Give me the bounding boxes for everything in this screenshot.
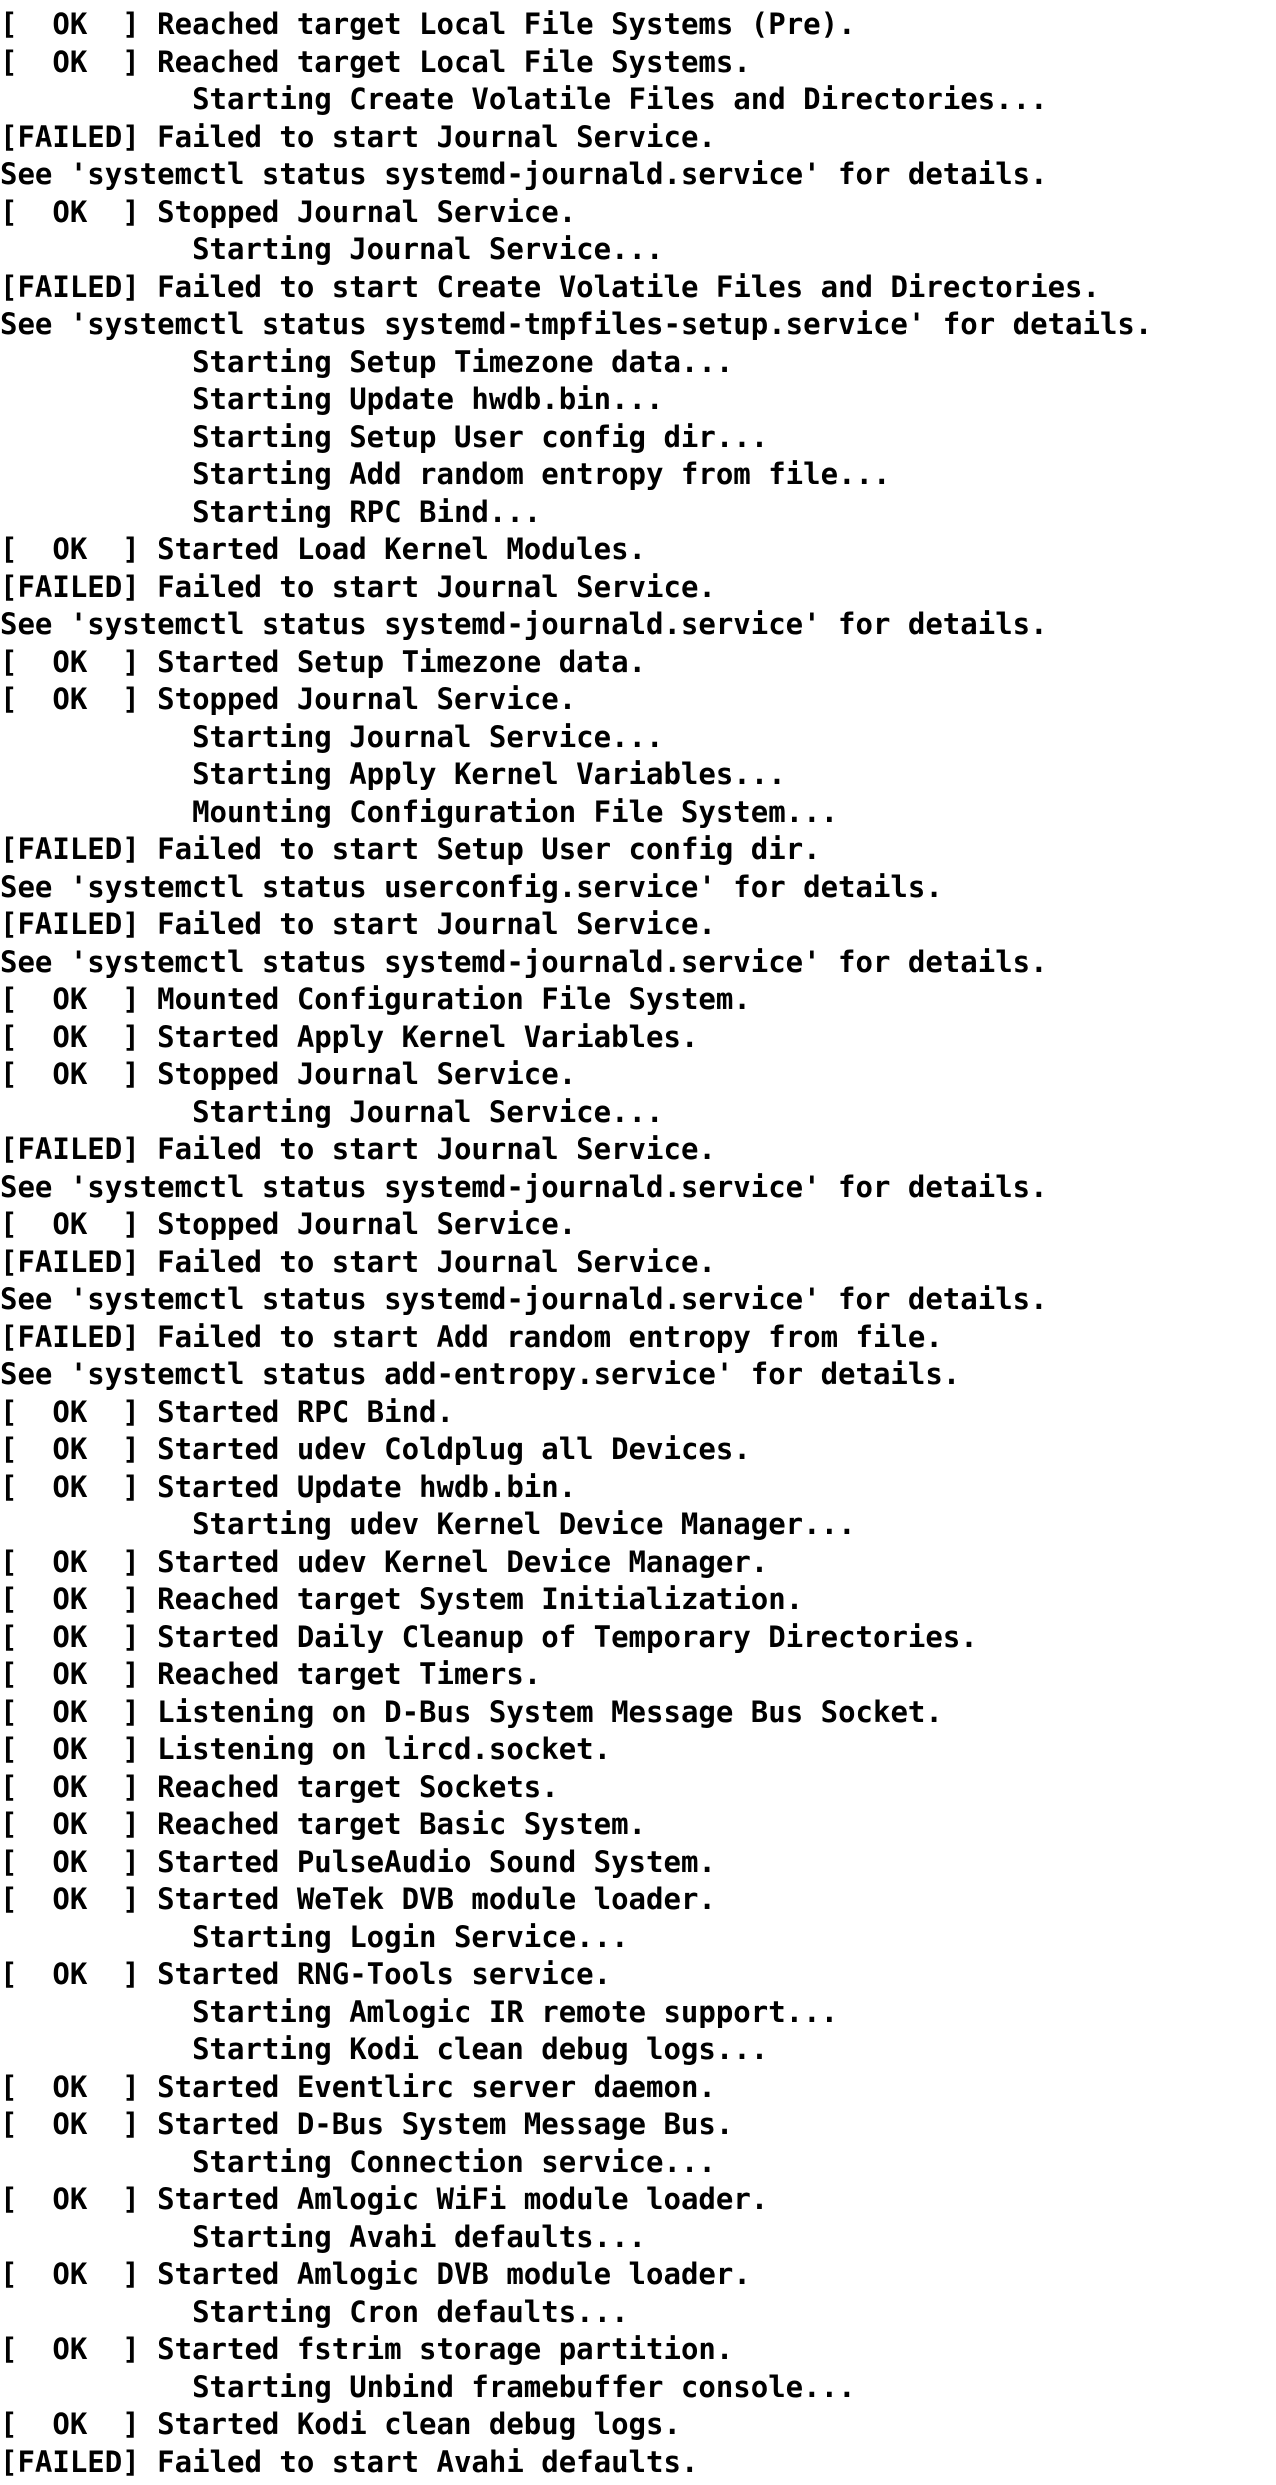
log-message: Mounting Configuration File System... [192,794,839,829]
log-line [0,1019,1276,1057]
log-line [0,1169,1276,1207]
status-badge: [FAILED] [0,119,140,154]
log-line [0,2106,1276,2144]
status-blank [0,345,157,379]
status-badge: [ OK ] [0,2069,140,2104]
log-line [0,1319,1276,1357]
status-badge: [ OK ] [0,644,140,679]
log-message: Starting Journal Service... [192,1094,664,1129]
log-detail-text: See 'systemctl status systemd-journald.service' for details. [0,944,1048,979]
log-message: Stopped Journal Service. [157,1057,577,1091]
log-message: Started Update hwdb.bin. [157,1469,577,1504]
log-message: Failed to start Journal Service. [157,569,716,604]
log-message: Reached target Local File Systems. [157,44,751,79]
log-message: Failed to start Journal Service. [157,119,716,154]
log-line [0,1844,1276,1882]
log-line [0,381,1276,419]
status-blank [0,720,157,754]
log-message: Failed to start Add random entropy from file. [157,1319,943,1354]
log-message: Starting udev Kernel Device Manager... [192,1507,856,1541]
status-badge: [ OK ] [0,1732,140,1766]
status-badge: [ OK ] [0,982,140,1016]
status-badge: [ OK ] [0,1957,140,1991]
log-line [0,869,1276,907]
status-badge: [ OK ] [0,2407,140,2441]
log-message: Started Amlogic WiFi module loader. [157,2182,769,2216]
log-line [0,831,1276,869]
log-message: Starting Update hwdb.bin... [192,382,664,416]
log-line [0,1994,1276,2032]
log-message: Started udev Coldplug all Devices. [157,1432,751,1466]
log-line [0,1919,1276,1957]
log-message: Stopped Journal Service. [157,682,577,716]
log-line [0,2294,1276,2332]
status-blank [0,1095,157,1129]
status-blank [0,457,157,491]
log-line [0,119,1276,157]
log-detail-text: See 'systemctl status systemd-journald.service' for details. [0,1282,1048,1316]
log-line [0,344,1276,382]
log-line [0,1281,1276,1319]
log-line [0,1544,1276,1582]
log-message: Started WeTek DVB module loader. [157,1882,716,1916]
log-message: Starting Login Service... [192,1919,629,1954]
log-line [0,944,1276,982]
log-message: Failed to start Setup User config dir. [157,832,821,866]
status-badge: [ OK ] [0,1882,140,1916]
log-message: Reached target Basic System. [157,1807,647,1841]
log-line [0,456,1276,494]
log-message: Stopped Journal Service. [157,1207,577,1241]
log-line [0,981,1276,1019]
status-blank [0,2370,157,2404]
log-message: Stopped Journal Service. [157,194,577,229]
status-blank [0,757,157,791]
log-line [0,906,1276,944]
status-blank [0,2032,157,2066]
log-message: Starting Add random entropy from file... [192,457,891,491]
status-badge: [ OK ] [0,532,140,566]
status-blank [0,382,157,416]
log-message: Failed to start Journal Service. [157,1244,716,1279]
log-message: Failed to start Create Volatile Files and Directories. [157,269,1100,304]
log-message: Started Load Kernel Modules. [157,532,647,566]
log-message: Starting Connection service... [192,2144,716,2179]
log-detail-text: See 'systemctl status add-entropy.service' for details. [0,1357,961,1391]
log-line [0,81,1276,119]
status-badge: [ OK ] [0,2257,140,2291]
status-badge: [ OK ] [0,1394,140,1429]
log-line [0,1356,1276,1394]
log-line [0,156,1276,194]
log-line [0,494,1276,532]
status-badge: [FAILED] [0,2444,140,2479]
log-message: Started RNG-Tools service. [157,1957,612,1991]
log-message: Listening on D-Bus System Message Bus Socket. [157,1694,943,1729]
log-line [0,231,1276,269]
status-badge: [ OK ] [0,1769,140,1804]
log-message: Starting RPC Bind... [192,494,542,529]
log-line [0,531,1276,569]
status-badge: [ OK ] [0,2182,140,2216]
status-badge: [FAILED] [0,832,140,866]
log-line [0,756,1276,794]
log-message: Reached target Local File Systems (Pre). [157,7,856,41]
log-message: Started Setup Timezone data. [157,644,647,679]
log-message: Failed to start Journal Service. [157,1132,716,1166]
log-line [0,2031,1276,2069]
log-line [0,419,1276,457]
log-message: Started Kodi clean debug logs. [157,2407,681,2441]
log-line [0,2369,1276,2407]
log-message: Starting Setup Timezone data... [192,344,734,379]
log-line [0,794,1276,832]
log-line [0,1956,1276,1994]
status-badge: [ OK ] [0,1807,140,1841]
log-line [0,1469,1276,1507]
log-message: Started Apply Kernel Variables. [157,1019,699,1054]
log-line [0,719,1276,757]
log-line [0,644,1276,682]
log-line [0,606,1276,644]
log-message: Failed to start Journal Service. [157,907,716,941]
log-detail-text: See 'systemctl status userconfig.service' for details. [0,869,943,904]
status-badge: [FAILED] [0,1132,140,1166]
status-badge: [ OK ] [0,1582,140,1616]
log-message: Started RPC Bind. [157,1394,454,1429]
log-line [0,269,1276,307]
log-message: Reached target System Initialization. [157,1582,804,1616]
status-blank [0,495,157,529]
log-message: Starting Avahi defaults... [192,2219,647,2254]
status-badge: [ OK ] [0,1544,140,1579]
status-blank [0,1920,157,1954]
status-badge: [ OK ] [0,1469,140,1504]
status-badge: [ OK ] [0,1432,140,1466]
log-line [0,1431,1276,1469]
status-blank [0,2145,157,2179]
log-message: Starting Apply Kernel Variables... [192,757,786,791]
log-line [0,569,1276,607]
log-detail-text: See 'systemctl status systemd-journald.service' for details. [0,157,1048,191]
log-line [0,44,1276,82]
log-line [0,1394,1276,1432]
status-badge: [ OK ] [0,2332,140,2366]
status-blank [0,1995,157,2029]
log-message: Failed to start Avahi defaults. [157,2444,699,2479]
log-message: Starting Unbind framebuffer console... [192,2369,856,2404]
log-message: Started fstrim storage partition. [157,2332,734,2366]
status-badge: [FAILED] [0,269,140,304]
log-message: Mounted Configuration File System. [157,982,751,1016]
log-message: Started D-Bus System Message Bus. [157,2107,734,2141]
log-line [0,2406,1276,2444]
status-blank [0,795,157,829]
status-blank [0,82,157,116]
log-line [0,1694,1276,1732]
log-line [0,2069,1276,2107]
log-message: Listening on lircd.socket. [157,1732,612,1766]
status-badge: [ OK ] [0,44,140,79]
log-line [0,1506,1276,1544]
status-badge: [ OK ] [0,7,140,41]
log-message: Started PulseAudio Sound System. [157,1844,716,1879]
log-line [0,2256,1276,2294]
log-line [0,1731,1276,1769]
log-line [0,2219,1276,2257]
status-badge: [FAILED] [0,1244,140,1279]
log-message: Started Daily Cleanup of Temporary Directories. [157,1619,978,1654]
log-message: Starting Journal Service... [192,719,664,754]
log-line [0,1094,1276,1132]
status-badge: [ OK ] [0,1694,140,1729]
status-badge: [ OK ] [0,1619,140,1654]
log-line [0,194,1276,232]
status-blank [0,232,157,266]
log-line [0,1619,1276,1657]
status-badge: [ OK ] [0,1844,140,1879]
log-line [0,2331,1276,2369]
log-message: Starting Create Volatile Files and Directories... [192,82,1048,116]
log-message: Started Eventlirc server daemon. [157,2069,716,2104]
log-message: Reached target Timers. [157,1657,542,1691]
log-line [0,2144,1276,2182]
log-message: Started udev Kernel Device Manager. [157,1544,769,1579]
log-message: Starting Cron defaults... [192,2294,629,2329]
status-blank [0,1507,157,1541]
log-line [0,2181,1276,2219]
status-badge: [ OK ] [0,1019,140,1054]
log-detail-text: See 'systemctl status systemd-journald.service' for details. [0,1169,1048,1204]
log-line [0,1244,1276,1282]
log-line [0,1581,1276,1619]
status-badge: [ OK ] [0,1057,140,1091]
log-line [0,1881,1276,1919]
status-blank [0,2295,157,2329]
log-message: Reached target Sockets. [157,1769,559,1804]
log-message: Started Amlogic DVB module loader. [157,2257,751,2291]
log-line [0,1769,1276,1807]
log-line [0,1131,1276,1169]
status-blank [0,2220,157,2254]
log-message: Starting Amlogic IR remote support... [192,1994,839,2029]
log-line [0,1056,1276,1094]
status-badge: [ OK ] [0,1657,140,1691]
log-line [0,306,1276,344]
status-badge: [ OK ] [0,682,140,716]
log-detail-text: See 'systemctl status systemd-tmpfiles-setup.service' for details. [0,307,1153,341]
status-badge: [ OK ] [0,194,140,229]
status-badge: [ OK ] [0,2107,140,2141]
status-badge: [ OK ] [0,1207,140,1241]
status-badge: [FAILED] [0,907,140,941]
log-line [0,1806,1276,1844]
status-blank [0,420,157,454]
log-line [0,2444,1276,2482]
log-message: Starting Kodi clean debug logs... [192,2032,769,2066]
log-detail-text: See 'systemctl status systemd-journald.service' for details. [0,607,1048,641]
log-line [0,1206,1276,1244]
log-line [0,1656,1276,1694]
log-message: Starting Journal Service... [192,232,664,266]
log-message: Starting Setup User config dir... [192,419,769,454]
log-line [0,681,1276,719]
status-badge: [FAILED] [0,569,140,604]
status-badge: [FAILED] [0,1319,140,1354]
log-line [0,6,1276,44]
